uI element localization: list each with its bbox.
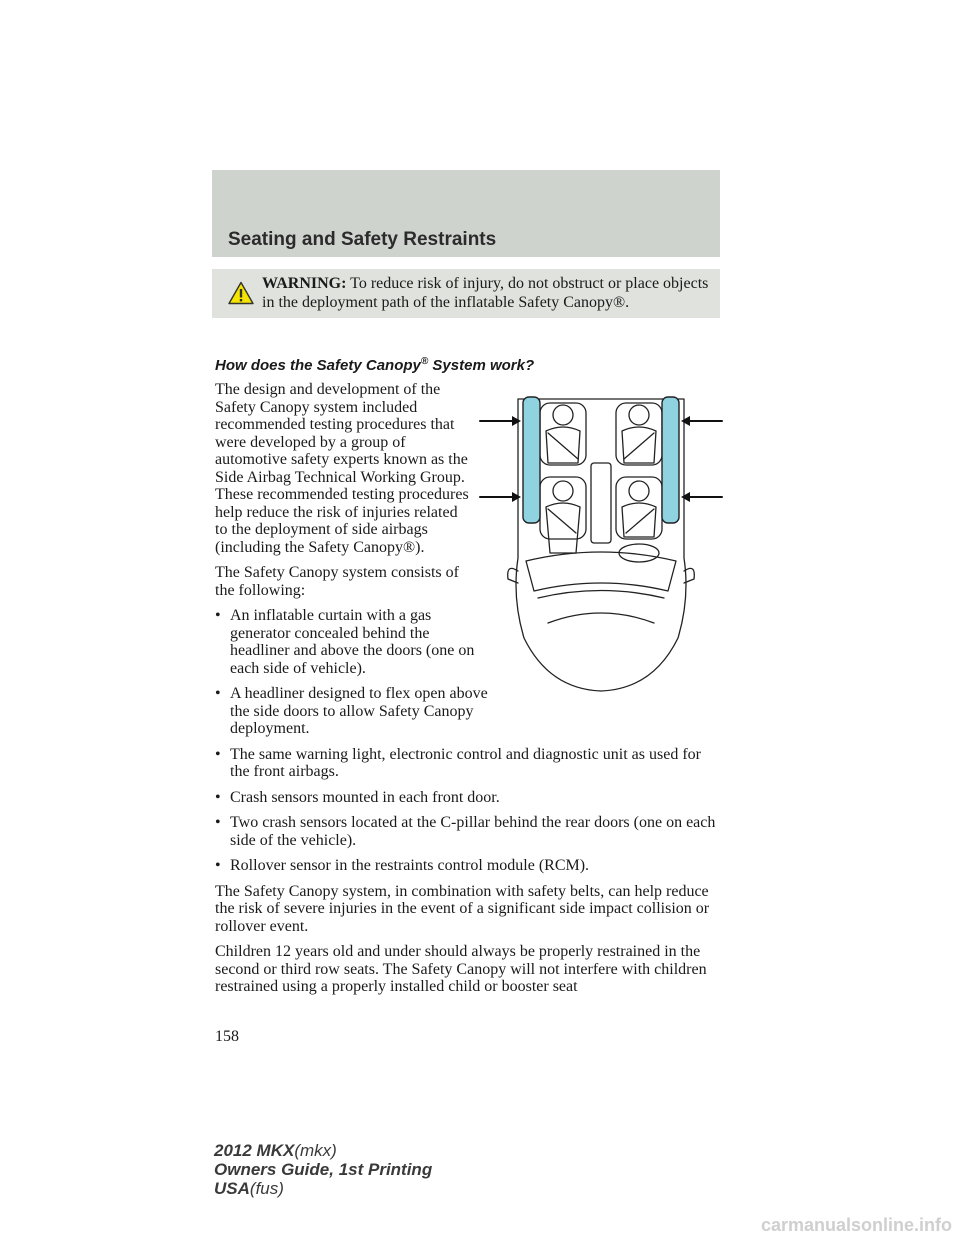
left-safety-canopy — [523, 397, 540, 523]
rear-left-occupant — [553, 405, 573, 425]
warning-text — [262, 274, 712, 312]
footer-line-region — [214, 1179, 432, 1198]
subheading-part2: System work? — [432, 357, 535, 374]
children-paragraph: Children 12 years old and under should always be properly restrained in the second or third row seats. The Safety Canopy will not interfere with children restrained using a properly installed child or booster seat — [215, 943, 707, 995]
front-left-occupant — [553, 481, 573, 501]
bullet: • — [215, 685, 221, 702]
footer-line-model — [214, 1141, 432, 1160]
footer-line-guide — [214, 1160, 432, 1179]
consists-paragraph: The Safety Canopy system consists of the following: — [215, 564, 459, 599]
combination-paragraph: The Safety Canopy system, in combination with safety belts, can help reduce the risk of severe injuries in the event of a significant side impact collision or rollover event. — [215, 882, 710, 935]
left-impact-arrows — [480, 416, 521, 502]
hood-crease — [548, 613, 654, 623]
list-item-text: The same warning light, electronic control and diagnostic unit as used for the front airbags. — [230, 745, 701, 780]
center-console — [591, 463, 611, 543]
front-right-occupant — [629, 481, 649, 501]
list-item-text: A headliner designed to flex open above the side doors to allow Safety Canopy deployment. — [230, 685, 488, 737]
bullet: • — [215, 745, 221, 763]
front-right-belt — [626, 509, 654, 533]
watermark: carmanualsonline.info — [760, 1215, 952, 1235]
intro-paragraph: The design and development of the Safety Canopy system included recommended testing procedures that were developed by a group of automotive safety experts known as the Side Airbag Technical Working Group. These recommended testing procedures help reduce the risk of injuries related to the deployment of side airbags (including the Safety Canopy®). — [215, 381, 469, 556]
vehicle-outline — [516, 399, 686, 691]
list-item — [215, 607, 488, 677]
list-item — [215, 746, 720, 781]
windshield — [526, 552, 676, 591]
warning-message: To reduce risk of injury, do not obstruct or place objects in the deployment path of the inflatable Safety Canopy®. — [262, 275, 709, 311]
footer-guide: Owners Guide, 1st Printing — [214, 1160, 433, 1179]
list-item — [215, 789, 720, 807]
front-left-seat — [540, 477, 586, 539]
rear-right-body — [622, 427, 656, 463]
list-item — [215, 814, 720, 849]
warning-box — [212, 269, 720, 318]
warning-label: WARNING: — [262, 275, 347, 292]
bullet: • — [215, 814, 221, 831]
bullet: • — [215, 857, 221, 874]
rear-left-body — [546, 427, 580, 463]
list-item-text: Two crash sensors located at the C-pillar behind the rear doors (one on each side of the vehicle). — [230, 814, 716, 849]
bullet: • — [215, 607, 221, 624]
footer-region-code: (fus) — [249, 1179, 284, 1198]
footer-model-code: (mkx) — [294, 1141, 337, 1160]
page-number: 158 — [215, 1028, 239, 1045]
warning-triangle-icon — [228, 281, 254, 305]
rear-left-belt — [548, 433, 578, 459]
subheading-mark: ® — [420, 356, 429, 367]
list-item-text: An inflatable curtain with a gas generator concealed behind the headliner and above the doors (one on each side of vehicle). — [230, 607, 475, 677]
section-header — [212, 170, 720, 257]
footer — [214, 1141, 432, 1198]
hood-line — [538, 591, 664, 599]
rear-right-belt — [624, 433, 654, 459]
rear-right-occupant — [629, 405, 649, 425]
list-item-text: Crash sensors mounted in each front door. — [230, 788, 500, 806]
section-title: Seating and Safety Restraints — [228, 229, 497, 250]
right-impact-arrows — [681, 416, 722, 502]
list-item-text: Rollover sensor in the restraints control module (RCM). — [230, 857, 590, 874]
front-left-belt — [548, 509, 576, 533]
footer-region: USA — [214, 1179, 250, 1198]
bullet: • — [215, 788, 221, 806]
list-item — [215, 685, 488, 738]
front-left-body — [546, 503, 580, 553]
footer-model: 2012 MKX — [214, 1141, 295, 1160]
safety-canopy-diagram — [478, 393, 724, 693]
subheading — [215, 356, 534, 374]
right-safety-canopy — [662, 397, 679, 523]
subheading-part1: How does the Safety Canopy — [215, 357, 421, 374]
list-item — [215, 857, 720, 875]
